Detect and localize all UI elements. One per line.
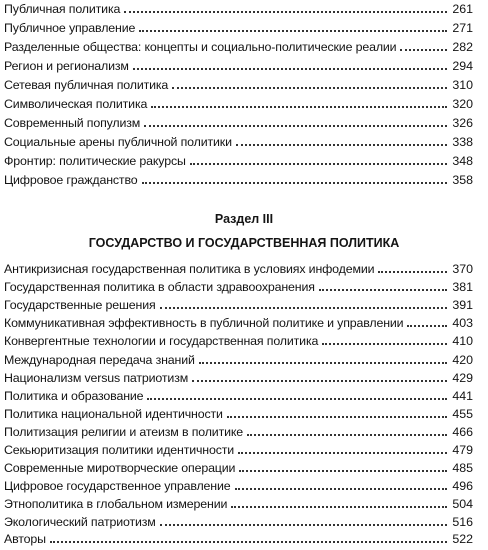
toc-entry-title: Регион и регионализм: [4, 59, 129, 73]
toc-entry[interactable]: [4, 477, 473, 493]
dot-leader: [235, 488, 448, 490]
dot-leader: [144, 125, 447, 127]
section-3-title: ГОСУДАРСТВО И ГОСУДАРСТВЕННАЯ ПОЛИТИКА: [88, 236, 400, 250]
toc-entry-page: 455: [452, 406, 473, 421]
toc-entry[interactable]: [4, 0, 473, 16]
toc-entry-page: 381: [452, 280, 473, 295]
toc-entry-title: Экологический патриотизм: [4, 515, 156, 530]
toc-entry-page: 466: [452, 424, 473, 439]
toc-entry[interactable]: [4, 495, 473, 511]
dot-leader: [238, 452, 447, 454]
toc-entry-page: 294: [452, 59, 473, 73]
toc-entry[interactable]: [4, 152, 473, 168]
toc-entry-title: Современный популизм: [4, 116, 141, 130]
toc-entry[interactable]: [4, 76, 473, 92]
dot-leader: [322, 343, 447, 345]
toc-entry[interactable]: [4, 405, 473, 421]
toc-entry-title: Сетевая публичная политика: [4, 78, 169, 92]
toc-entry-title: Политизация религии и атеизм в политике: [4, 424, 244, 439]
dot-leader: [227, 416, 447, 418]
toc-entry-page: 391: [452, 298, 473, 313]
dot-leader: [199, 362, 447, 364]
toc-entry-page: 403: [452, 316, 473, 331]
toc-entry-title: Цифровое гражданство: [4, 173, 138, 187]
toc-entry[interactable]: [4, 423, 473, 439]
toc-entry-page: 338: [452, 135, 473, 149]
dot-leader: [319, 289, 447, 291]
toc-entry-title: Символическая политика: [4, 97, 148, 111]
toc-entry-title: Государственные решения: [4, 298, 156, 313]
toc-entry[interactable]: [4, 513, 473, 529]
dot-leader: [192, 380, 447, 382]
dot-leader: [142, 182, 448, 184]
toc-entry-page: 496: [452, 479, 473, 494]
toc-entry-title: Международная передача знаний: [4, 352, 195, 367]
section-3-label: Раздел III: [214, 212, 274, 226]
toc-entry[interactable]: [4, 95, 473, 111]
toc-entry[interactable]: [4, 314, 473, 330]
toc-entry-page: 320: [452, 97, 473, 111]
toc-entry-page: 410: [452, 334, 473, 349]
toc-entry[interactable]: [4, 351, 473, 367]
toc-entry-title: Антикризисная государственная политика в условиях инфодемии: [4, 262, 375, 276]
toc-entry-page: 479: [452, 443, 473, 457]
dot-leader: [50, 541, 447, 543]
toc-entry-page: 358: [452, 173, 473, 187]
toc-entry[interactable]: [4, 114, 473, 130]
toc-entry-title: Этнополитика в глобальном измерении: [4, 497, 228, 512]
toc-entry-title: Коммуникативная эффективность в публичной политике и управлении: [4, 316, 404, 331]
toc-entry-title: Государственная политика в области здравоохранения: [4, 280, 315, 295]
dot-leader: [160, 524, 447, 526]
dot-leader: [190, 163, 447, 165]
toc-entry-authors[interactable]: [4, 530, 473, 546]
toc-entry-page: 310: [452, 78, 473, 92]
dot-leader: [147, 398, 447, 400]
toc-entry[interactable]: [4, 171, 473, 187]
toc-entry-title: Политика и образование: [4, 388, 144, 403]
toc-entry[interactable]: [4, 57, 473, 73]
toc-entry[interactable]: [4, 369, 473, 385]
dot-leader: [139, 30, 447, 32]
toc-entry[interactable]: [4, 332, 473, 348]
toc-entry-title: Публичная политика: [4, 2, 121, 16]
dot-leader: [172, 87, 447, 89]
toc-entry-page: 516: [452, 515, 473, 530]
toc-entry[interactable]: [4, 296, 473, 312]
toc-entry-title: Секьюритизация политики идентичности: [4, 443, 235, 457]
dot-leader: [407, 325, 447, 327]
dot-leader: [231, 506, 447, 508]
toc-entry[interactable]: [4, 19, 473, 35]
toc-entry-title: Цифровое государственное управление: [4, 479, 231, 494]
toc-entry-page: 271: [452, 21, 473, 35]
toc-entry-title: Разделенные общества: концепты и социально-политические реалии: [4, 40, 397, 54]
dot-leader: [239, 470, 447, 472]
toc-entry-page: 370: [452, 262, 473, 276]
toc-entry[interactable]: [4, 38, 473, 54]
toc-entry-page: 504: [452, 497, 473, 512]
toc-entry-page: 522: [452, 532, 473, 546]
toc-entry-title: Современные миротворческие операции: [4, 461, 236, 476]
dot-leader: [151, 106, 447, 108]
toc-entry[interactable]: [4, 133, 473, 149]
dot-leader: [247, 434, 447, 436]
toc-entry-title: Конвергентные технологии и государственная политика: [4, 334, 319, 349]
dot-leader: [378, 271, 447, 273]
dot-leader: [400, 49, 447, 51]
toc-entry-page: 485: [452, 461, 473, 476]
toc-entry-page: 261: [452, 2, 473, 16]
toc-entry-title: Политика национальной идентичности: [4, 406, 223, 421]
toc-entry-page: 282: [452, 40, 473, 54]
toc-entry-page: 326: [452, 116, 473, 130]
dot-leader: [124, 11, 447, 13]
toc-entry[interactable]: [4, 459, 473, 475]
toc-entry[interactable]: [4, 278, 473, 294]
toc-entry[interactable]: [4, 260, 473, 276]
toc-entry[interactable]: [4, 387, 473, 403]
toc-entry-page: 348: [452, 154, 473, 168]
dot-leader: [236, 144, 447, 146]
dot-leader: [160, 307, 447, 309]
toc-entry-title: Фронтир: политические ракурсы: [4, 154, 186, 168]
toc-entry-title: Публичное управление: [4, 21, 136, 35]
toc-entry-page: 420: [452, 352, 473, 367]
toc-entry-page: 441: [452, 388, 473, 403]
toc-entry[interactable]: [4, 441, 473, 457]
toc-entry-page: 429: [452, 370, 473, 385]
toc-entry-title: Авторы: [4, 532, 46, 546]
dot-leader: [133, 68, 447, 70]
toc-entry-title: Национализм versus патриотизм: [4, 370, 189, 385]
toc-entry-title: Социальные арены публичной политики: [4, 135, 232, 149]
